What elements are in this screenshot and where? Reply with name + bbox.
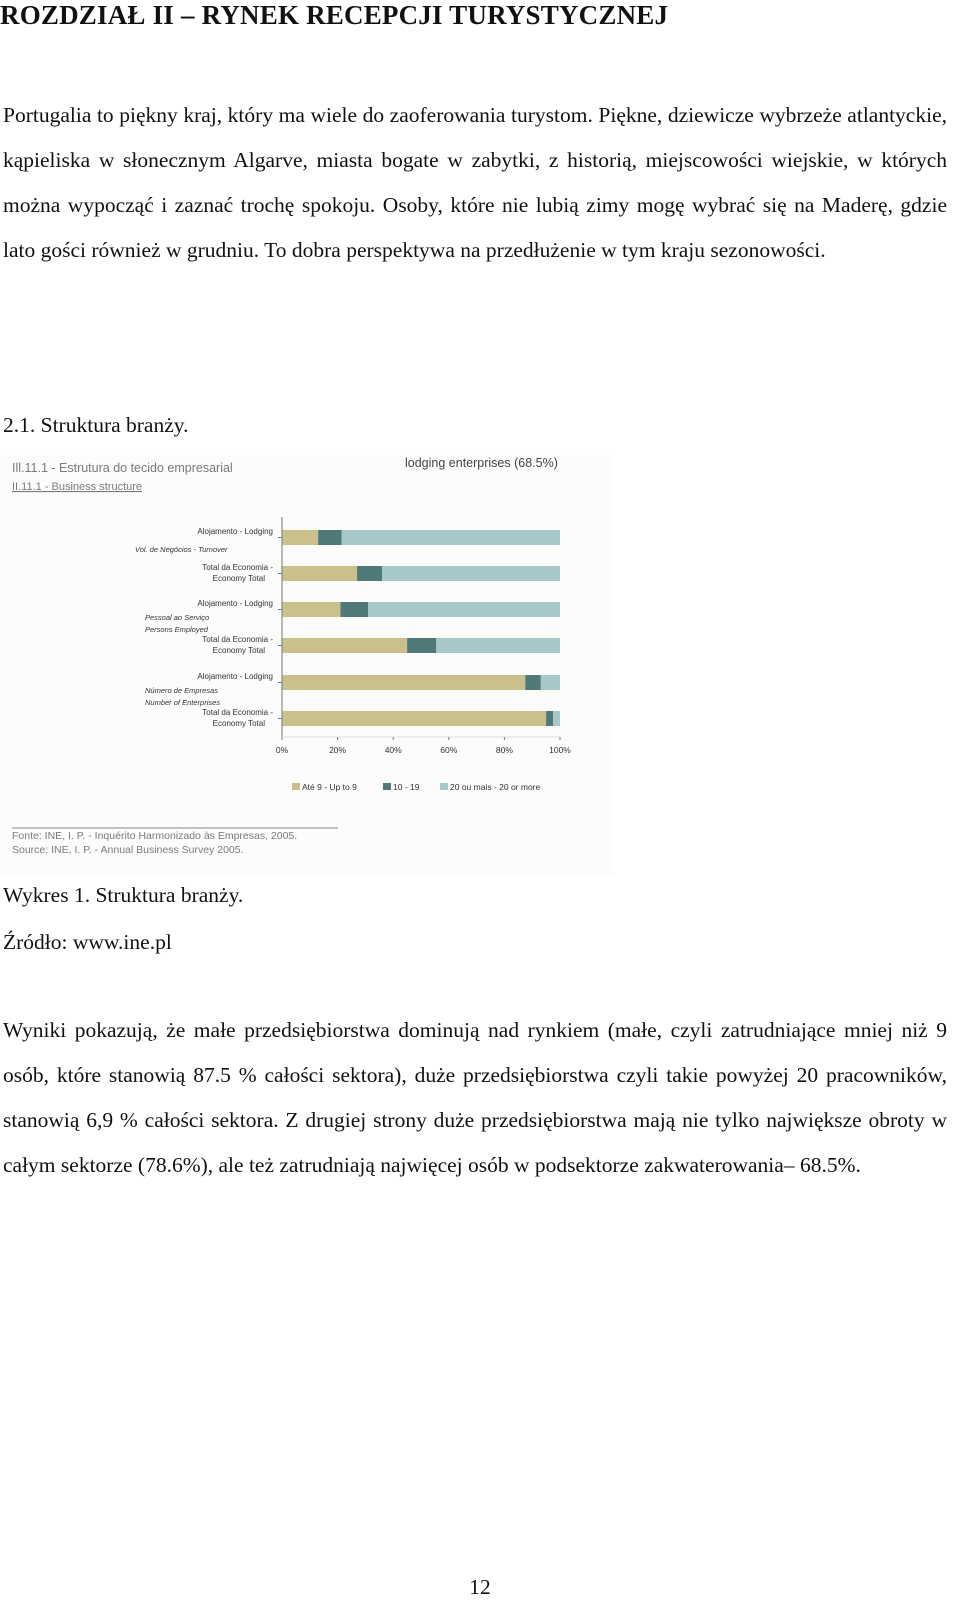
category-label: Economy Total	[212, 574, 265, 583]
chart-svg	[0, 455, 613, 875]
x-tick-label: 20%	[329, 745, 347, 755]
chart-footer-en: Source: INE, I. P. - Annual Business Survey 2005.	[12, 844, 244, 856]
category-label: Alojamento - Lodging	[197, 527, 273, 536]
group-label: Number of Enterprises	[145, 698, 221, 707]
bar-segment	[546, 711, 553, 726]
category-label: Economy Total	[212, 646, 265, 655]
group-label: Número de Empresas	[145, 686, 218, 695]
chapter-heading: ROZDZIAŁ II – RYNEK RECEPCJI TURYSTYCZNEJ	[0, 0, 669, 30]
bar-segment	[282, 566, 357, 581]
bar-segment	[525, 675, 541, 690]
category-label: Alojamento - Lodging	[197, 599, 273, 608]
x-tick-label: 40%	[384, 745, 402, 755]
bar-segment	[318, 530, 341, 545]
bar-segment	[553, 711, 560, 726]
bar-segment	[382, 566, 560, 581]
section-title: 2.1. Struktura branży.	[3, 413, 189, 437]
bar-segment	[282, 638, 407, 653]
category-label: Total da Economia -	[202, 708, 273, 717]
chart-footer-pt: Fonte: INE, I. P. - Inquérito Harmonizado às Empresas, 2005.	[12, 830, 298, 842]
x-tick-label: 60%	[440, 745, 458, 755]
bar-segment	[282, 602, 340, 617]
legend-swatch	[292, 783, 300, 790]
intro-paragraph: Portugalia to piękny kraj, który ma wiele do zaoferowania turystom. Piękne, dziewicze wybrzeże atlantyckie, kąpieliska w słonecznym Algarve, miasta bogate w zabytki, z historią, miejscowości wiejskie, w których można wypocząć i zaznać trochę spokoju. Osoby, które nie lubią zimy mogę wybrać się na Maderę, gdzie lato gości również w grudniu. To dobra perspektywa na przedłużenie w tym kraju sezonowości.	[3, 103, 947, 262]
legend-label: Até 9 - Up to 9	[302, 782, 357, 792]
bar-segment	[282, 675, 525, 690]
figure-source: Źródło: www.ine.pl	[3, 930, 172, 954]
group-label: Vol. de Negócios - Turnover	[135, 545, 228, 554]
business-structure-chart	[0, 455, 613, 875]
x-tick-label: 0%	[275, 745, 289, 755]
bar-segment	[340, 602, 368, 617]
bar-segment	[341, 530, 560, 545]
group-label: Persons Employed	[145, 625, 208, 634]
bar-segment	[282, 711, 546, 726]
page-number: 12	[469, 1575, 491, 1599]
bar-segment	[541, 675, 560, 690]
group-label: Pessoal ao Serviço	[145, 613, 210, 622]
bar-segment	[368, 602, 560, 617]
category-label: Economy Total	[212, 719, 265, 728]
bar-segment	[436, 638, 560, 653]
chart-header-en: II.11.1 - Business structure	[12, 481, 143, 493]
figure-caption: Wykres 1. Struktura branży.	[3, 883, 244, 907]
x-tick-label: 100%	[549, 745, 571, 755]
legend-label: 10 - 19	[393, 782, 420, 792]
category-label: Total da Economia -	[202, 635, 273, 644]
chart-annotation: lodging enterprises (68.5%)	[405, 456, 558, 470]
x-tick-label: 80%	[495, 745, 513, 755]
legend-swatch	[440, 783, 448, 790]
chart-header-pt: Ill.11.1 - Estrutura do tecido empresarial	[12, 461, 233, 475]
category-label: Total da Economia -	[202, 563, 273, 572]
category-label: Alojamento - Lodging	[197, 672, 273, 681]
bar-segment	[407, 638, 436, 653]
bar-segment	[357, 566, 382, 581]
legend-swatch	[383, 783, 391, 790]
legend-label: 20 ou mais - 20 or more	[450, 782, 541, 792]
results-paragraph: Wyniki pokazują, że małe przedsiębiorstwa dominują nad rynkiem (małe, czyli zatrudniające mniej niż 9 osób, które stanowią 87.5 % całości sektora), duże przedsiębiorstwa czyli takie powyżej 20 pracowników, stanowią 6,9 % całości sektora. Z drugiej strony duże przedsiębiorstwa mają nie tylko największe obroty w całym sektorze (78.6%), ale też zatrudniają najwięcej osób w podsektorze zakwaterowania– 68.5%.	[3, 1018, 947, 1177]
bar-segment	[282, 530, 318, 545]
